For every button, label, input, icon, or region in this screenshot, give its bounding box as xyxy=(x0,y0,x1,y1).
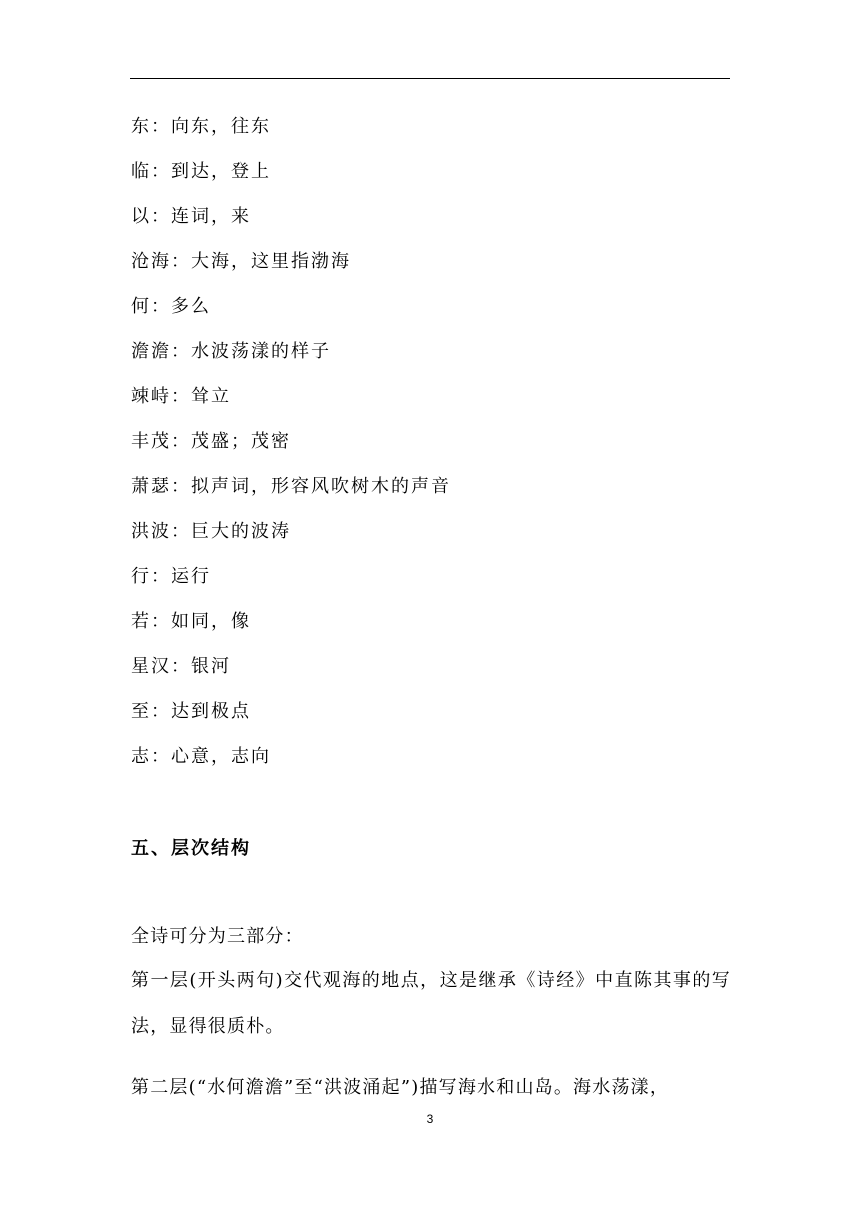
glossary-term: 萧瑟 xyxy=(131,476,171,497)
page-number: 3 xyxy=(426,1112,434,1126)
glossary-item: 丰茂：茂盛；茂密 xyxy=(131,431,291,452)
paragraph: 第二层(“水何澹澹”至“洪波涌起”)描写海水和山岛。海水荡漾， xyxy=(131,1077,670,1098)
glossary-item: 何：多么 xyxy=(131,296,211,317)
glossary-item: 萧瑟：拟声词，形容风吹树木的声音 xyxy=(131,476,451,497)
glossary-item: 星汉：银河 xyxy=(131,656,231,677)
glossary-item: 澹澹：水波荡漾的样子 xyxy=(131,341,331,362)
glossary-list xyxy=(131,112,451,787)
glossary-definition: 水波荡漾的样子 xyxy=(191,341,331,362)
section-heading: 五、层次结构 xyxy=(131,838,251,859)
glossary-term: 临 xyxy=(131,161,151,182)
glossary-item: 沧海：大海，这里指渤海 xyxy=(131,251,351,272)
glossary-term: 澹澹 xyxy=(131,341,171,362)
glossary-term: 竦峙 xyxy=(131,386,171,407)
glossary-definition: 巨大的波涛 xyxy=(191,521,291,542)
glossary-item: 至：达到极点 xyxy=(131,701,251,722)
glossary-item: 若：如同，像 xyxy=(131,611,251,632)
paragraph: 第一层(开头两句)交代观海的地点，这是继承《诗经》中直陈其事的写法，显得很质朴。 xyxy=(131,970,731,1037)
glossary-term: 若 xyxy=(131,611,151,632)
glossary-definition: 向东，往东 xyxy=(171,116,271,137)
glossary-term: 至 xyxy=(131,701,151,722)
glossary-term: 洪波 xyxy=(131,521,171,542)
glossary-definition: 运行 xyxy=(171,566,211,587)
header-rule xyxy=(130,78,730,79)
glossary-term: 志 xyxy=(131,746,151,767)
glossary-term: 何 xyxy=(131,296,151,317)
glossary-term: 沧海 xyxy=(131,251,171,272)
glossary-item: 东：向东，往东 xyxy=(131,116,271,137)
glossary-item: 志：心意，志向 xyxy=(131,746,271,767)
glossary-item: 以：连词，来 xyxy=(131,206,251,227)
glossary-definition: 到达，登上 xyxy=(171,161,271,182)
glossary-definition: 茂盛；茂密 xyxy=(191,431,291,452)
glossary-definition: 大海，这里指渤海 xyxy=(191,251,351,272)
glossary-definition: 拟声词，形容风吹树木的声音 xyxy=(191,476,451,497)
glossary-definition: 达到极点 xyxy=(171,701,251,722)
glossary-definition: 心意，志向 xyxy=(171,746,271,767)
glossary-term: 丰茂 xyxy=(131,431,171,452)
glossary-term: 行 xyxy=(131,566,151,587)
glossary-definition: 耸立 xyxy=(191,386,231,407)
glossary-definition: 连词，来 xyxy=(171,206,251,227)
section-body xyxy=(131,922,731,1126)
glossary-definition: 多么 xyxy=(171,296,211,317)
glossary-definition: 如同，像 xyxy=(171,611,251,632)
glossary-item: 行：运行 xyxy=(131,566,211,587)
glossary-definition: 银河 xyxy=(191,656,231,677)
section-intro: 全诗可分为三部分： xyxy=(131,926,304,947)
glossary-term: 东 xyxy=(131,116,151,137)
glossary-item: 临：到达，登上 xyxy=(131,161,271,182)
glossary-term: 以 xyxy=(131,206,151,227)
glossary-term: 星汉 xyxy=(131,656,171,677)
glossary-item: 竦峙：耸立 xyxy=(131,386,231,407)
glossary-item: 洪波：巨大的波涛 xyxy=(131,521,291,542)
